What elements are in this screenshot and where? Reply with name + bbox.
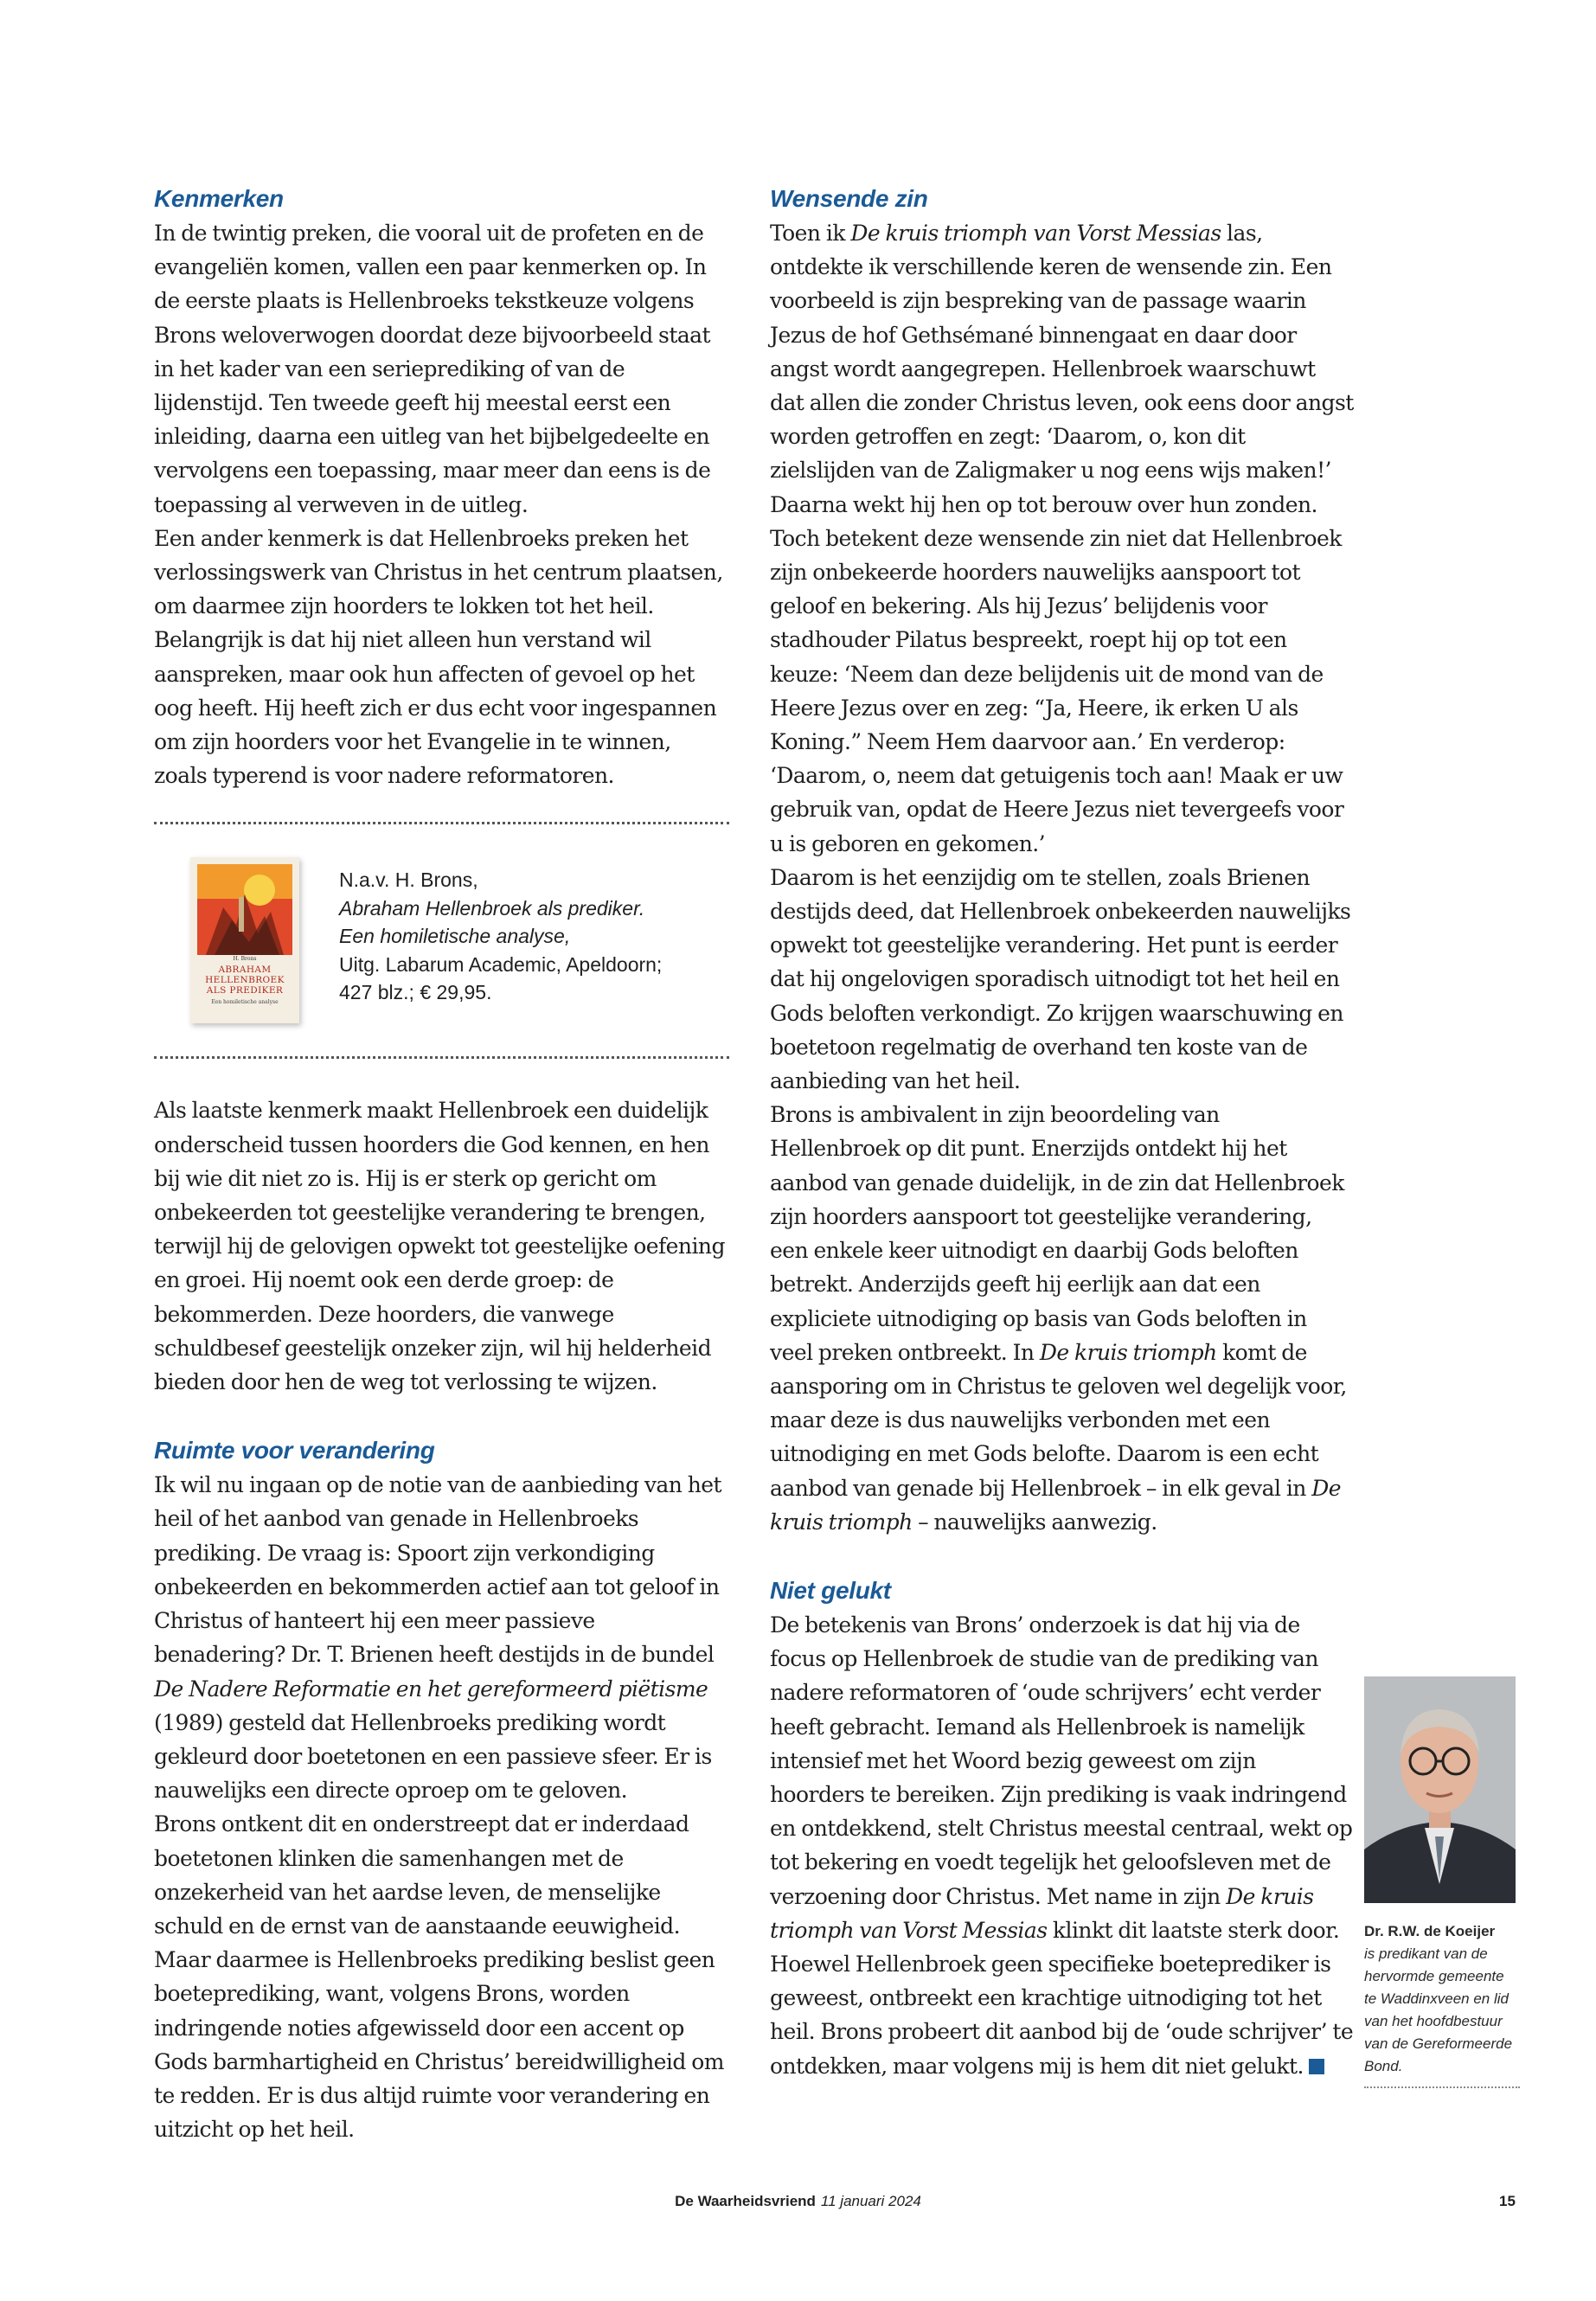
paragraph: In de twintig preken, die vooral uit de profeten en de evangeliën komen, vallen een paar kenmerken op. In de eerste plaats is Hellenbroeks tekstkeuze volgens Brons weloverwogen doordat deze bijvoorbeeld staat in het kader van een serieprediking of van de lijdenstijd. Ten tweede geeft hij meestal eerst een inleiding, daarna een uitleg van het bijbelgedeelte en vervolgens een toepassing, maar meer dan eens is de toepassing al verweven in de uitleg. xyxy=(154,221,711,517)
book-cover-artwork xyxy=(197,864,292,955)
book-title-italic: De kruis triomph xyxy=(1039,1339,1217,1365)
book-title-italic: De kruis triomph xyxy=(770,1475,1341,1535)
paragraph xyxy=(770,1608,1354,1947)
section-heading-wensende-zin: Wensende zin xyxy=(770,185,928,212)
publication-name: De Waarheidsvriend xyxy=(675,2193,816,2209)
text-span: klinkt dit laatste sterk door. xyxy=(1047,1917,1340,1943)
book-info-box xyxy=(154,822,729,1059)
page-number: 15 xyxy=(1499,2193,1516,2209)
text-span: Brons is ambivalent in zijn beoordeling van Hellenbroek op dit punt. Enerzijds ontdekt hij het aanbod van genade duidelijk, in de zin dat Hellenbroek zijn hoorders aanspoort tot geestelijke verandering, een enkele keer uitnodigt en daarbij Gods beloften betrekt. Anderzijds geeft hij eerlijk aan dat een expliciete uitnodiging op basis van Gods beloften in veel preken ontbreekt. In xyxy=(770,1102,1344,1365)
text-span: komt de aansporing om in Christus te geloven wel degelijk voor, maar deze is dus nauwelijks verbonden met een uitnodiging en met Gods belofte. Daarom is een echt aanbod van genade bij Hellenbroek – in elk geval in xyxy=(770,1339,1347,1501)
text-span: las, ontdekte ik verschillende keren de wensende zin. Een voorbeeld is zijn bespreking van de passage waarin Jezus de hof Gethsémané binnengaat en daar door angst wordt aangegrepen. Hellenbroek waarschuwt dat allen die zonder Christus leven, ook eens door angst worden getroffen en zegt: ‘Daarom, o, kon dit zielslijden van de Zaligmaker u nog eens wijs maken!’ Daarna wekt hij hen op tot berouw over hun zonden. xyxy=(770,221,1354,517)
text-span: Toen ik xyxy=(770,221,851,246)
right-column xyxy=(770,182,1354,2083)
book-subtitle: Een homiletische analyse, xyxy=(339,925,571,948)
text-span: – nauwelijks aanwezig. xyxy=(912,1509,1157,1535)
book-details xyxy=(339,866,662,1007)
book-title-italic: De kruis triomph van Vorst Messias xyxy=(770,1883,1314,1943)
paragraph: Daarom is het eenzijdig om te stellen, zoals Brienen destijds deed, dat Hellenbroek onbekeerden nauwelijks opwekt tot geestelijke verandering. Het punt is eerder dat hij ongelovigen sporadisch uitnodigt tot het heil en Gods beloften verkondigt. Zo krijgen waarschuwing en boetetoon regelmatig de overhand ten koste van de aanbieding van het heil. xyxy=(770,864,1351,1094)
publication-date: 11 januari 2024 xyxy=(820,2193,921,2209)
paragraph: Toch betekent deze wensende zin niet dat Hellenbroek zijn onbekeerde hoorders nauwelijks aanspoort tot geloof en bekering. Als hij Jezus’ belijdenis voor stadhouder Pilatus bespreekt, roept hij op tot een keuze: ‘Neem dan deze belijdenis uit de mond van de Heere Jezus over en zeg: “Ja, Heere, ik erken U als Koning.” Neem Hem daarvoor aan.’ En verderop: ‘Daarom, o, neem dat getuigenis toch aan! Maak er uw gebruik van, opdat de Heere Jezus niet tevergeefs voor u is geboren en gekomen.’ xyxy=(770,525,1344,856)
paragraph: Een ander kenmerk is dat Hellenbroeks preken het verlossingswerk van Christus in het centrum plaatsen, om daarmee zijn hoorders te lokken tot het heil. Belangrijk is dat hij niet alleen hun verstand wil aanspreken, maar ook hun affecten of gevoel op het oog heeft. Hij heeft zich er dus echt voor ingespannen om zijn hoorders voor het Evangelie in te winnen, zoals typerend is voor nadere reformatoren. xyxy=(154,525,723,789)
text-span: Ik wil nu ingaan op de notie van de aanbieding van het heil of het aanbod van genade in Hellenbroeks prediking. De vraag is: Spoort zijn verkondiging onbekeerden en bekommerden actief aan tot geloof in Christus of hanteert hij een meer passieve benadering? Dr. T. Brienen heeft destijds in de bundel xyxy=(154,1472,721,1668)
section-heading-niet-gelukt: Niet gelukt xyxy=(770,1576,891,1604)
author-name: Dr. R.W. de Koeijer xyxy=(1364,1923,1496,1939)
section-heading-ruimte: Ruimte voor verandering xyxy=(154,1437,435,1465)
text-span: (1989) gesteld dat Hellenbroeks prediking wordt gekleurd door boetetonen en een passieve sfeer. Er is nauwelijks een directe oproep om te geloven. xyxy=(154,1709,712,1804)
text-span: De betekenis van Brons’ onderzoek is dat hij via de focus op Hellenbroek de studie van de prediking van nadere reformatoren of ‘oude schrijvers’ echt verder heeft gebracht. Iemand als Hellenbroek is namelijk intensief met het Woord bezig geweest om zijn hoorders te bereiken. Zijn prediking is vaak indringend en ontdekkend, stelt Christus meestal centraal, wekt op tot bekering en voedt tegelijk het geloofsleven met de verzoening door Christus. Met name in zijn xyxy=(770,1612,1353,1909)
book-cover-author: H. Brons xyxy=(233,956,257,963)
paragraph xyxy=(154,1468,729,1807)
book-cover-title xyxy=(190,965,299,996)
book-cover-image xyxy=(190,857,299,1023)
end-mark-icon xyxy=(1309,2059,1324,2074)
book-detail-line: N.a.v. H. Brons, xyxy=(339,868,478,892)
author-bio xyxy=(1364,1920,1520,2088)
book-title-italic: De Nadere Reformatie en het gereformeerd piëtisme xyxy=(154,1676,708,1702)
author-portrait-graphic xyxy=(1364,1676,1516,1903)
book-cover-subtitle: Een homiletische analyse xyxy=(211,999,279,1006)
paragraph: Als laatste kenmerk maakt Hellenbroek een duidelijk onderscheid tussen hoorders die God kennen, en hen bij wie dit niet zo is. Hij is er sterk op gericht om onbekeerden tot geestelijke verandering te brengen, terwijl hij de gelovigen opwekt tot geestelijke oefening en groei. Hij noemt ook een derde groep: de bekommerden. Deze hoorders, die vanwege schuldbesef geestelijk onzeker zijn, wil hij helderheid bieden door hen de weg tot verlossing te wijzen. xyxy=(154,1098,725,1395)
book-title: Abraham Hellenbroek als prediker. xyxy=(339,896,645,920)
left-column xyxy=(154,182,729,2146)
section-heading-kenmerken: Kenmerken xyxy=(154,185,284,212)
author-photo xyxy=(1364,1676,1516,1903)
book-cover-title-line: HELLENBROEK xyxy=(205,975,285,986)
book-publisher: Uitg. Labarum Academic, Apeldoorn; xyxy=(339,952,663,976)
paragraph xyxy=(770,1098,1354,1539)
paragraph: Brons ontkent dit en onderstreept dat er inderdaad boetetonen klinken die samenhangen met de onzekerheid van het aardse leven, de menselijke schuld en de ernst van de aanstaande eeuwigheid. Maar daarmee is Hellenbroeks prediking beslist geen boeteprediking, want, volgens Brons, worden indringende noties afgewisseld door een accent op Gods barmhartigheid en Christus’ bereidwilligheid om te redden. Er is dus altijd ruimte voor verandering en uitzicht op het heil. xyxy=(154,1811,724,2143)
footer-publication-line xyxy=(0,2193,1596,2210)
book-cover-title-line: ALS PREDIKER xyxy=(206,985,284,997)
author-description: is predikant van de hervormde gemeente te Waddinxveen en lid van het hoofdbestuur van de Gereformeerde Bond. xyxy=(1364,1945,1513,2074)
text-span: Hoewel Hellenbroek geen specifieke boeteprediker is geweest, ontbreekt een krachtige uitnodiging tot het heil. Brons probeert dit aanbod bij de ‘oude schrijver’ te ontdekken, maar volgens mij is hem dit niet gelukt. xyxy=(770,1951,1354,2079)
book-price: 427 blz.; € 29,95. xyxy=(339,981,492,1004)
paragraph xyxy=(770,1947,1354,2083)
paragraph xyxy=(770,216,1354,522)
book-cover-title-line: ABRAHAM xyxy=(218,965,272,976)
book-title-italic: De kruis triomph van Vorst Messias xyxy=(850,221,1221,246)
